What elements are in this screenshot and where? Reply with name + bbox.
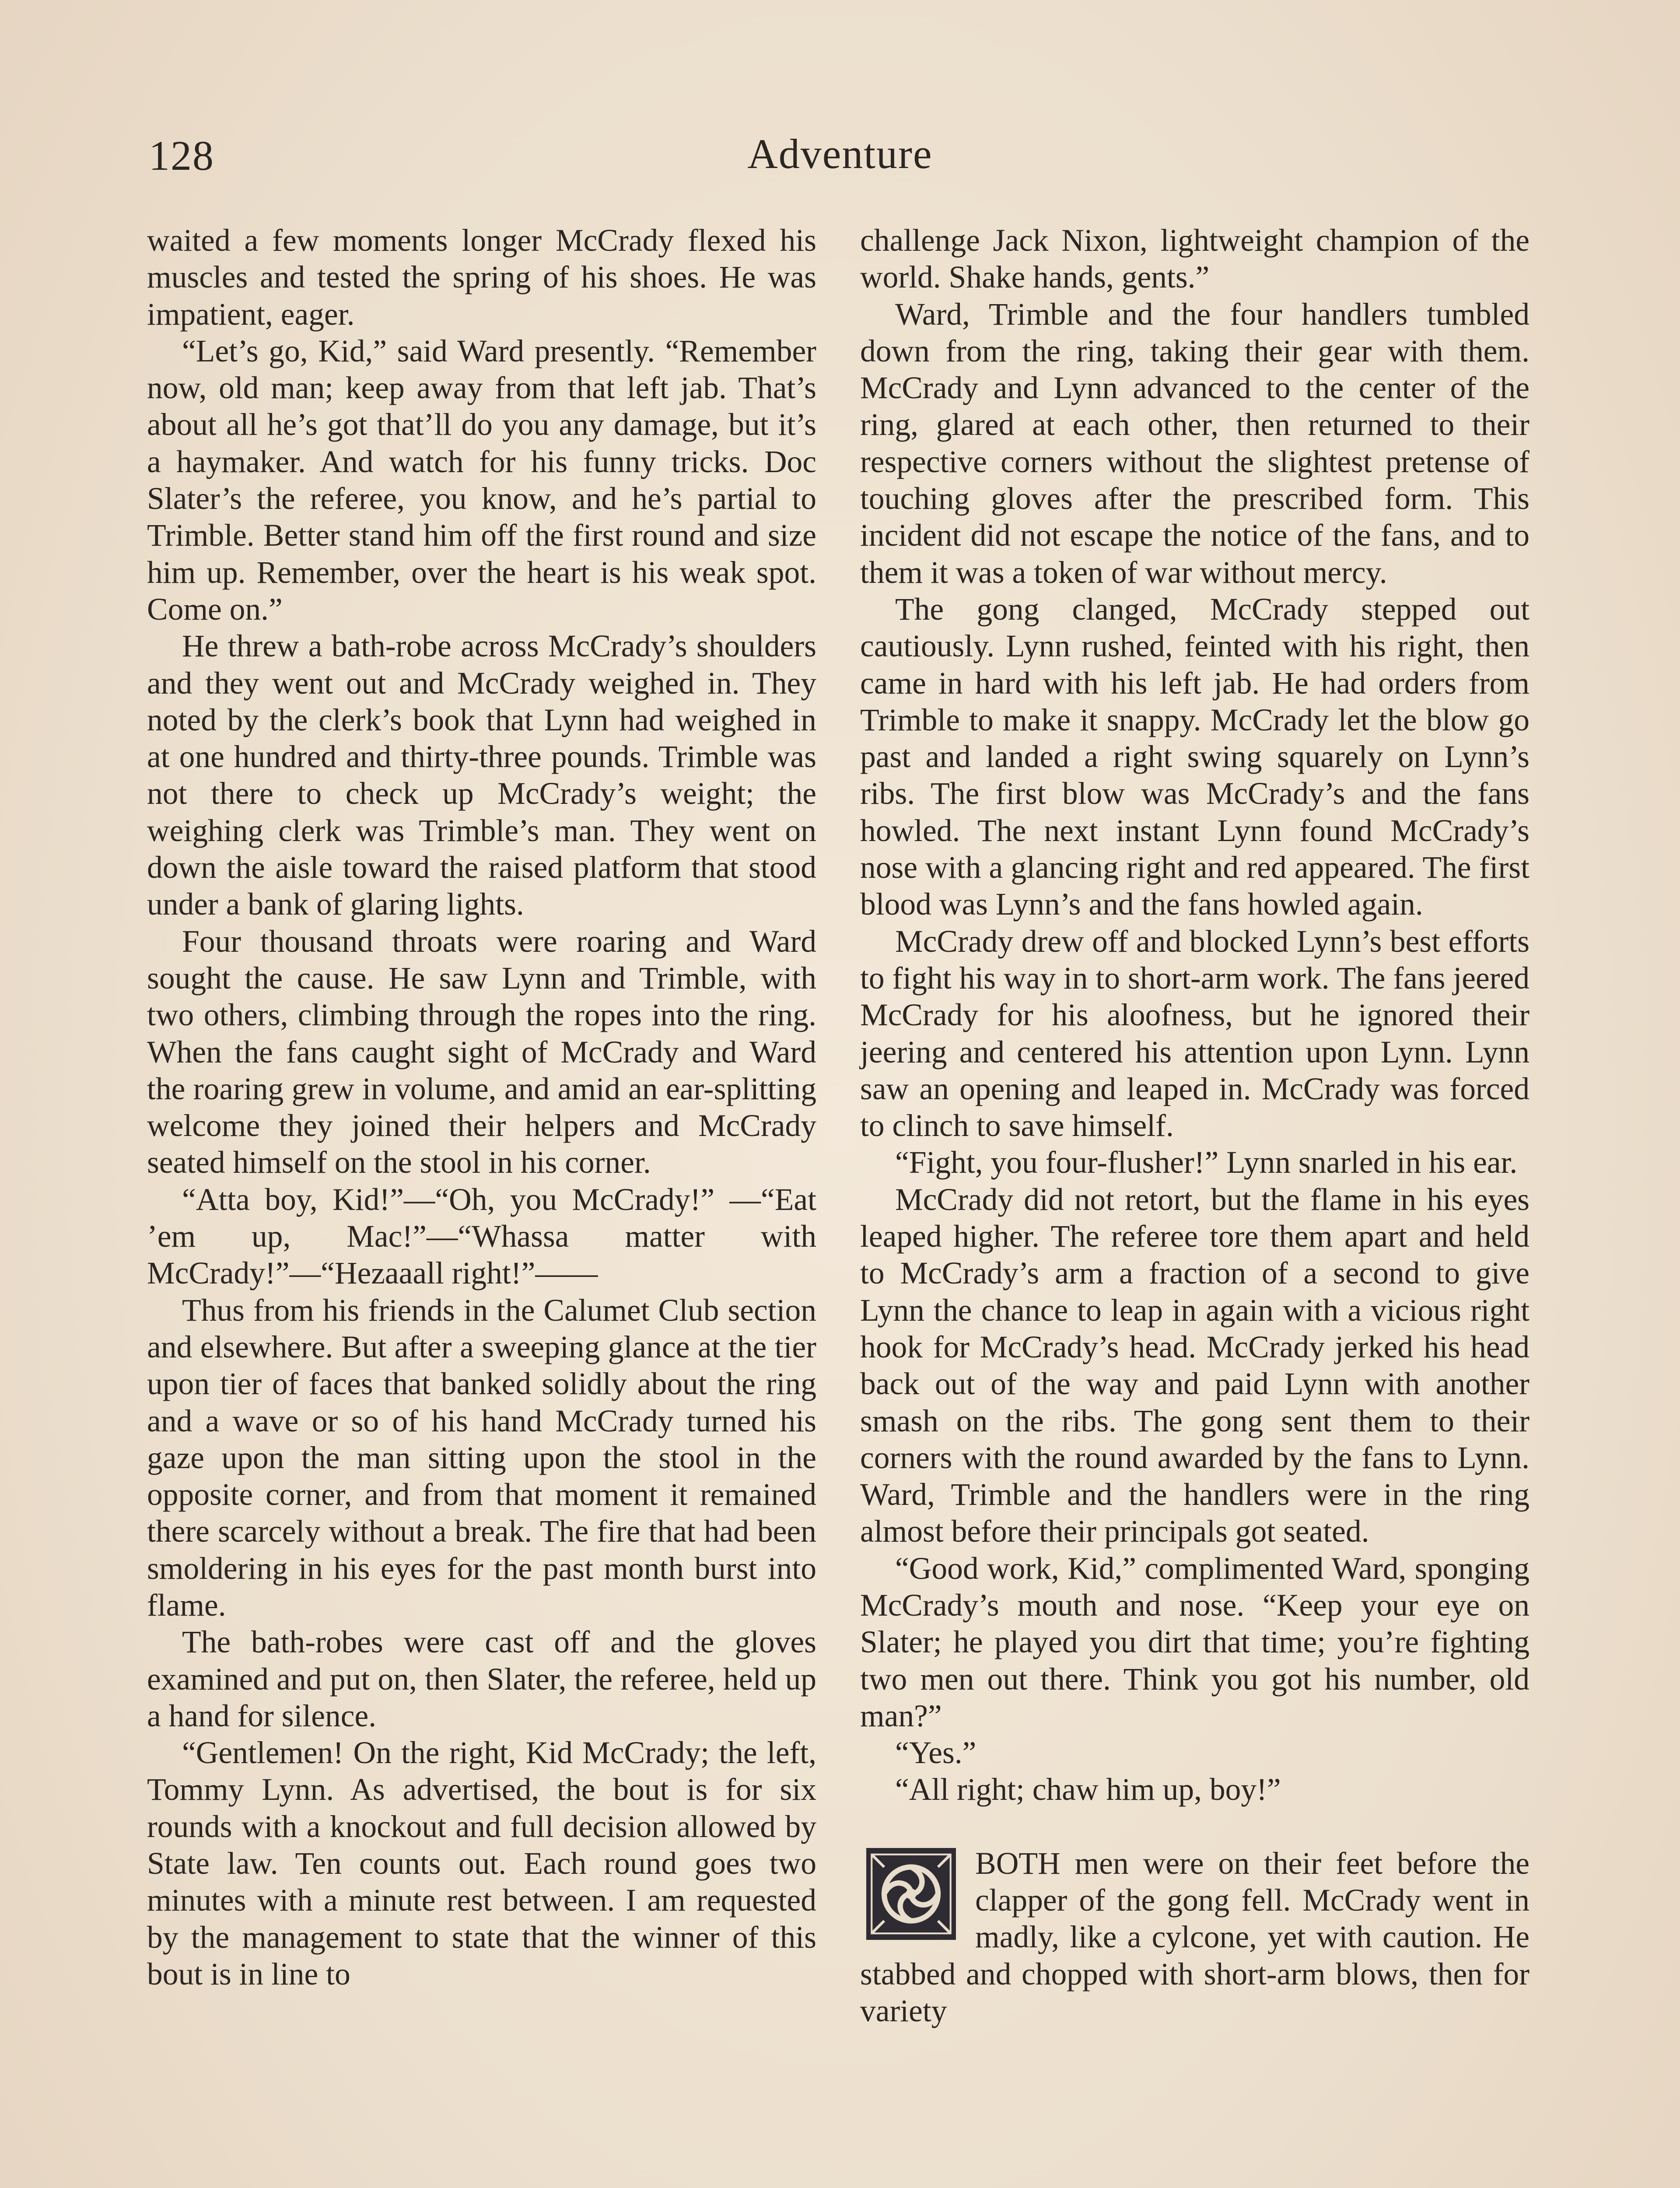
paragraph: “All right; chaw him up, boy!”	[895, 1772, 1281, 1807]
paragraph: “Atta boy, Kid!”—“Oh, you McCrady!” —“Eat ’em up, Mac!”—“Whassa matter with McCrady!”—“Hezaaall right!”——	[147, 1182, 816, 1291]
left-column	[147, 222, 816, 1993]
section-break-text: BOTH men were on their feet before the clapper of the gong fell. McCrady went in madly, like a cylcone, yet with caution. He stabbed and chopped with short-arm blows, then for variety	[860, 1846, 1530, 2028]
paragraph: Ward, Trimble and the four handlers tumbled down from the ring, taking their gear with them. McCrady and Lynn advanced to the center of the ring, glared at each other, then returned to their respective corners without the slightest pretense of touching gloves after the prescribed form. This incident did not escape the notice of the fans, and to them it was a token of war without mercy.	[860, 297, 1530, 590]
paragraph: Four thousand throats were roaring and Ward sought the cause. He saw Lynn and Trimble, with two others, climbing through the ropes into the ring. When the fans caught sight of McCrady and Ward the roaring grew in volume, and amid an ear-splitting welcome they joined their helpers and McCrady seated himself on the stool in his corner.	[147, 924, 816, 1180]
paragraph: “Fight, you four-flusher!” Lynn snarled in his ear.	[895, 1145, 1518, 1180]
right-column	[860, 222, 1530, 2030]
paragraph: “Let’s go, Kid,” said Ward presently. “Remember now, old man; keep away from that left jab. That’s about all he’s got that’ll do you any damage, but it’s a haymaker. And watch for his funny tricks. Doc Slater’s the referee, you know, and he’s partial to Trimble. Better stand him off the first round and size him up. Remember, over the heart is his weak spot. Come on.”	[147, 333, 816, 627]
paragraph: The bath-robes were cast off and the gloves examined and put on, then Slater, the referee, held up a hand for silence.	[147, 1625, 816, 1733]
page-number: 128	[149, 132, 214, 179]
paragraph: challenge Jack Nixon, lightweight champion of the world. Shake hands, gents.”	[860, 223, 1530, 295]
paragraph: The gong clanged, McCrady stepped out cautiously. Lynn rushed, feinted with his right, then came in hard with his left jab. He had orders from Trimble to make it snappy. McCrady let the blow go past and landed a right swing squarely on Lynn’s ribs. The first blow was McCrady’s and the fans howled. The next instant Lynn found McCrady’s nose with a glancing right and red appeared. The first blood was Lynn’s and the fans howled again.	[860, 592, 1530, 922]
paragraph: “Gentlemen! On the right, Kid McCrady; the left, Tommy Lynn. As advertised, the bout is for six rounds with a knockout and full decision allowed by State law. Ten counts out. Each round goes two minutes with a minute rest between. I am requested by the management to state that the winner of this bout is in line to	[147, 1736, 816, 1992]
section-break-paragraph	[860, 1845, 1530, 2030]
paragraph: “Yes.”	[895, 1736, 976, 1771]
paragraph: He threw a bath-robe across McCrady’s shoulders and they went out and McCrady weighed in. They noted by the clerk’s book that Lynn had weighed in at one hundred and thirty-three pounds. Trimble was not there to check up McCrady’s weight; the weighing clerk was Trimble’s man. They went on down the aisle toward the raised platform that stood under a bank of glaring lights.	[147, 629, 816, 922]
swirl-ornament-icon	[866, 1848, 956, 1940]
paragraph: McCrady did not retort, but the flame in his eyes leaped higher. The referee tore them apart and held to McCrady’s arm a fraction of a second to give Lynn the chance to leap in again with a vicious right hook for McCrady’s head. McCrady jerked his head back out of the way and paid Lynn with another smash on the ribs. The gong sent them to their corners with the round awarded by the fans to Lynn. Ward, Trimble and the handlers were in the ring almost before their principals got seated.	[860, 1182, 1530, 1549]
paragraph: McCrady drew off and blocked Lynn’s best efforts to fight his way in to short-arm work. The fans jeered McCrady for his aloofness, but he ignored their jeering and centered his attention upon Lynn. Lynn saw an opening and leaped in. McCrady was forced to clinch to save himself.	[860, 924, 1530, 1143]
paragraph: “Good work, Kid,” complimented Ward, sponging McCrady’s mouth and nose. “Keep your eye on Slater; he played you dirt that time; you’re fighting two men out there. Think you got his number, old man?”	[860, 1551, 1530, 1733]
running-title: Adventure	[747, 130, 933, 177]
paragraph: Thus from his friends in the Calumet Club section and elsewhere. But after a sweeping glance at the tier upon tier of faces that banked solidly about the ring and a wave or so of his hand McCrady turned his gaze upon the man sitting upon the stool in the opposite corner, and from that moment it remained there scarcely without a break. The fire that had been smoldering in his eyes for the past month burst into flame.	[147, 1293, 816, 1623]
paragraph: waited a few moments longer McCrady flexed his muscles and tested the spring of his shoes. He was impatient, eager.	[147, 223, 816, 332]
